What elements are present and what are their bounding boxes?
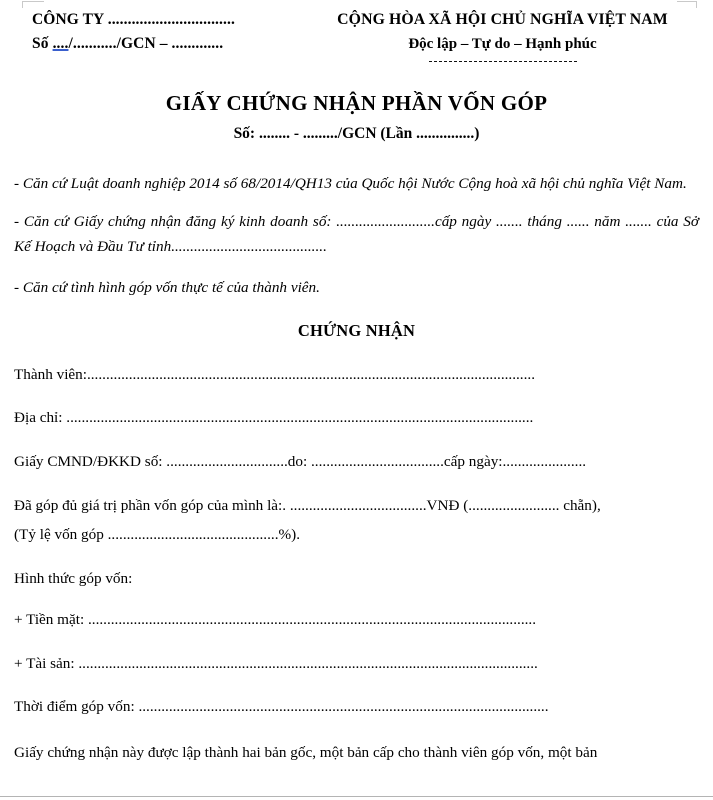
company-name-line: CÔNG TY ................................ (32, 11, 235, 28)
preamble-section (14, 172, 699, 301)
page-title: GIẤY CHỨNG NHẬN PHẦN VỐN GÓP (165, 90, 548, 115)
document-header (14, 0, 699, 62)
field-id-card-number: Giấy CMND/ĐKKD số: ................................do: ...................................cấp ngày:...................... (14, 453, 587, 471)
document-number-blank-highlighted: .... (52, 35, 69, 53)
field-capital-ratio: (Tỷ lệ vốn góp .............................................%). (14, 526, 301, 544)
certify-heading: CHỨNG NHẬN (297, 320, 416, 340)
field-address: Địa chỉ: ........................................................................................................................... (14, 409, 534, 427)
closing-paragraph: Giấy chứng nhận này được lập thành hai bản gốc, một bản cấp cho thành viên góp vốn, một bản (14, 743, 598, 761)
preamble-paragraph-3: - Căn cứ tình hình góp vốn thực tế của thành viên. (14, 279, 320, 297)
nation-title: CỘNG HÒA XÃ HỘI CHỦ NGHĨA VIỆT NAM (337, 11, 668, 28)
field-contributed-amount: Đã góp đủ giá trị phần vốn góp của mình là:. ....................................VNĐ (........................ chẵn), (14, 496, 601, 514)
document-number-label: Số (32, 35, 49, 53)
field-contribution-cash: + Tiền mặt: ...................................................................................................................... (14, 611, 537, 629)
field-contribution-form-label: Hình thức góp vốn: (14, 569, 133, 587)
preamble-paragraph-1: - Căn cứ Luật doanh nghiệp 2014 số 68/2014/QH13 của Quốc hội Nước Cộng hoà xã hội chủ nghĩa Việt Nam. (14, 175, 687, 193)
preamble-paragraph-2: - Căn cứ Giấy chứng nhận đăng ký kinh doanh số: ..........................cấp ngày ....... tháng ...... năm ....... của Sở Kế Hoạch và Đầu Tư tỉnh......................................... (14, 213, 699, 255)
field-member-name: Thành viên:...................................................................................................................... (14, 365, 535, 383)
title-block (14, 90, 699, 144)
header-company-block (14, 8, 306, 57)
page-subtitle: Số: ........ - ........./GCN (Lần ...............) (233, 125, 480, 143)
document-number-line (32, 32, 306, 56)
motto-divider (429, 61, 577, 62)
document-number-suffix: /.........../GCN – ............. (68, 35, 224, 53)
page-bottom-rule (0, 796, 713, 797)
field-contribution-time: Thời điểm góp vốn: ............................................................................................................ (14, 698, 549, 716)
header-nation-block (306, 8, 699, 62)
nation-motto: Độc lập – Tự do – Hạnh phúc (408, 35, 597, 52)
field-contribution-assets: + Tài sản: ......................................................................................................................... (14, 654, 538, 672)
fields-section (14, 363, 699, 719)
